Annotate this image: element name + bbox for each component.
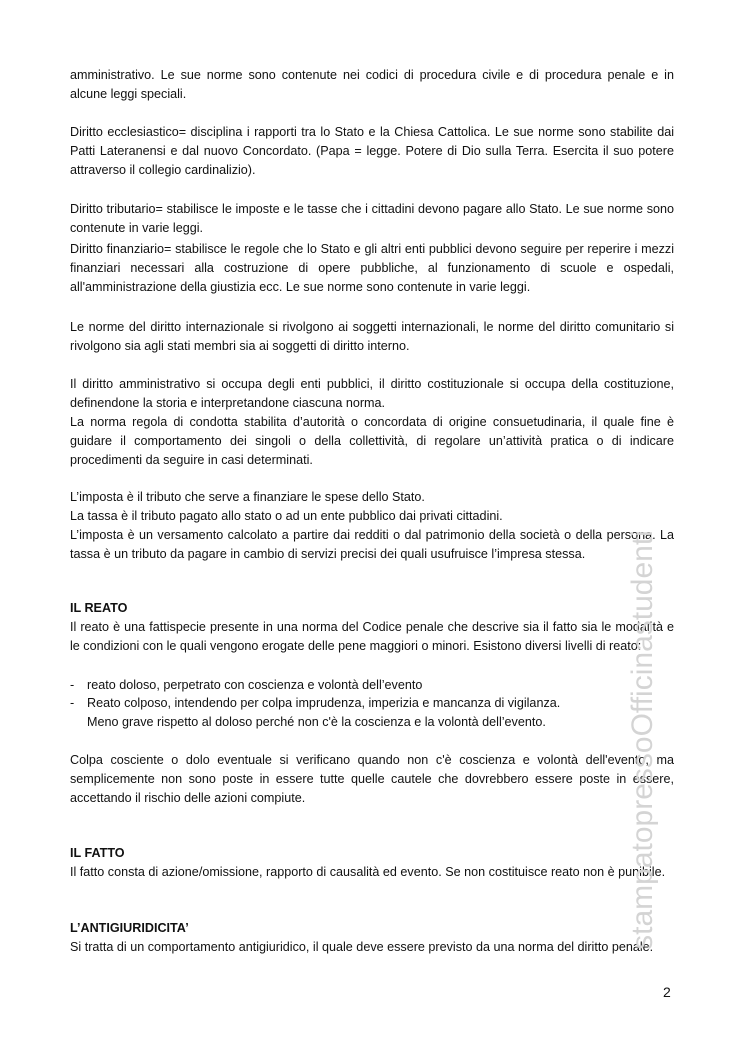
paragraph-diritto-finanziario: Diritto finanziario= stabilisce le regole che lo Stato e gli altri enti pubblici devono seguire per reperire i mezzi finanziari necessari alla costruzione di opere pubbliche, al funzionamento di scuole e ospedali, all'amministrazione della giustizia ecc. Le sue norme sono contenute in varie leggi. [70, 242, 674, 294]
heading-il-reato: IL REATO [70, 601, 128, 615]
bullet-dash: - [70, 696, 75, 710]
paragraph-imposta: L’imposta è il tributo che serve a finanziare le spese dello Stato. [70, 490, 425, 504]
bullet-dash: - [70, 678, 75, 692]
list-item-text: reato doloso, perpetrato con coscienza e volontà dell’evento [87, 678, 423, 692]
heading-il-fatto: IL FATTO [70, 846, 125, 860]
list-item-text: Reato colposo, intendendo per colpa imprudenza, imperizia e mancanza di vigilanza. [87, 696, 561, 710]
list-item-text: Meno grave rispetto al doloso perché non c'è la coscienza e la volontà dell’evento. [87, 715, 546, 729]
paragraph: Si tratta di un comportamento antigiuridico, il quale deve essere previsto da una norma del diritto penale. [70, 940, 654, 954]
paragraph-tassa: La tassa è il tributo pagato allo stato o ad un ente pubblico dai privati cittadini. [70, 509, 503, 523]
paragraph: L’imposta è un versamento calcolato a partire dai redditi o dal patrimonio della società o della persona. La tassa è un tributo da pagare in cambio di servizi precisi dei quali usufruisce l’impresa stessa. [70, 528, 674, 561]
paragraph: amministrativo. Le sue norme sono contenute nei codici di procedura civile e di procedura penale e in alcune leggi speciali. [70, 68, 674, 101]
paragraph: Il fatto consta di azione/omissione, rapporto di causalità ed evento. Se non costituisce reato non è punibile. [70, 865, 666, 879]
heading-antigiuridicita: L’ANTIGIURIDICITA’ [70, 921, 189, 935]
list-item [70, 694, 674, 732]
paragraph-diritto-tributario: Diritto tributario= stabilisce le imposte e le tasse che i cittadini devono pagare allo Stato. Le sue norme sono contenute in varie leggi. [70, 202, 674, 235]
watermark: stampatopressoOfficinastudenti [626, 530, 659, 950]
paragraph: Colpa cosciente o dolo eventuale si verificano quando non c'è coscienza e volontà dell'evento, ma semplicemente non sono poste in essere tutte quelle cautele che dovrebbero essere poste in essere, accettando il rischio delle azioni compiute. [70, 753, 674, 805]
paragraph-norma: La norma regola di condotta stabilita d’autorità o concordata di origine consuetudinaria, il quale fine è guidare il comportamento dei singoli o della collettività, di regolare un’attività pratica o di indicare procedimenti da seguire in casi determinati. [70, 415, 674, 467]
page-number: 2 [663, 984, 671, 1000]
list-item [70, 676, 674, 695]
paragraph: Le norme del diritto internazionale si rivolgono ai soggetti internazionali, le norme del diritto comunitario si rivolgono sia agli stati membri sia ai soggetti di diritto interno. [70, 320, 674, 353]
paragraph-diritto-ecclesiastico: Diritto ecclesiastico= disciplina i rapporti tra lo Stato e la Chiesa Cattolica. Le sue norme sono stabilite dai Patti Lateranensi e dal nuovo Concordato. (Papa = legge. Potere di Dio sulla Terra. Esercita il suo potere attraverso il collegio cardinalizio). [70, 125, 674, 177]
paragraph: Il diritto amministrativo si occupa degli enti pubblici, il diritto costituzionale si occupa della costituzione, definendone la storia e interpretandone ciascuna norma. [70, 377, 674, 410]
paragraph: Il reato è una fattispecie presente in una norma del Codice penale che descrive sia il fatto sia le modalità e le condizioni con le quali vengono erogate delle pene maggiori o minori. Esistono diversi livelli di reato: [70, 620, 674, 653]
